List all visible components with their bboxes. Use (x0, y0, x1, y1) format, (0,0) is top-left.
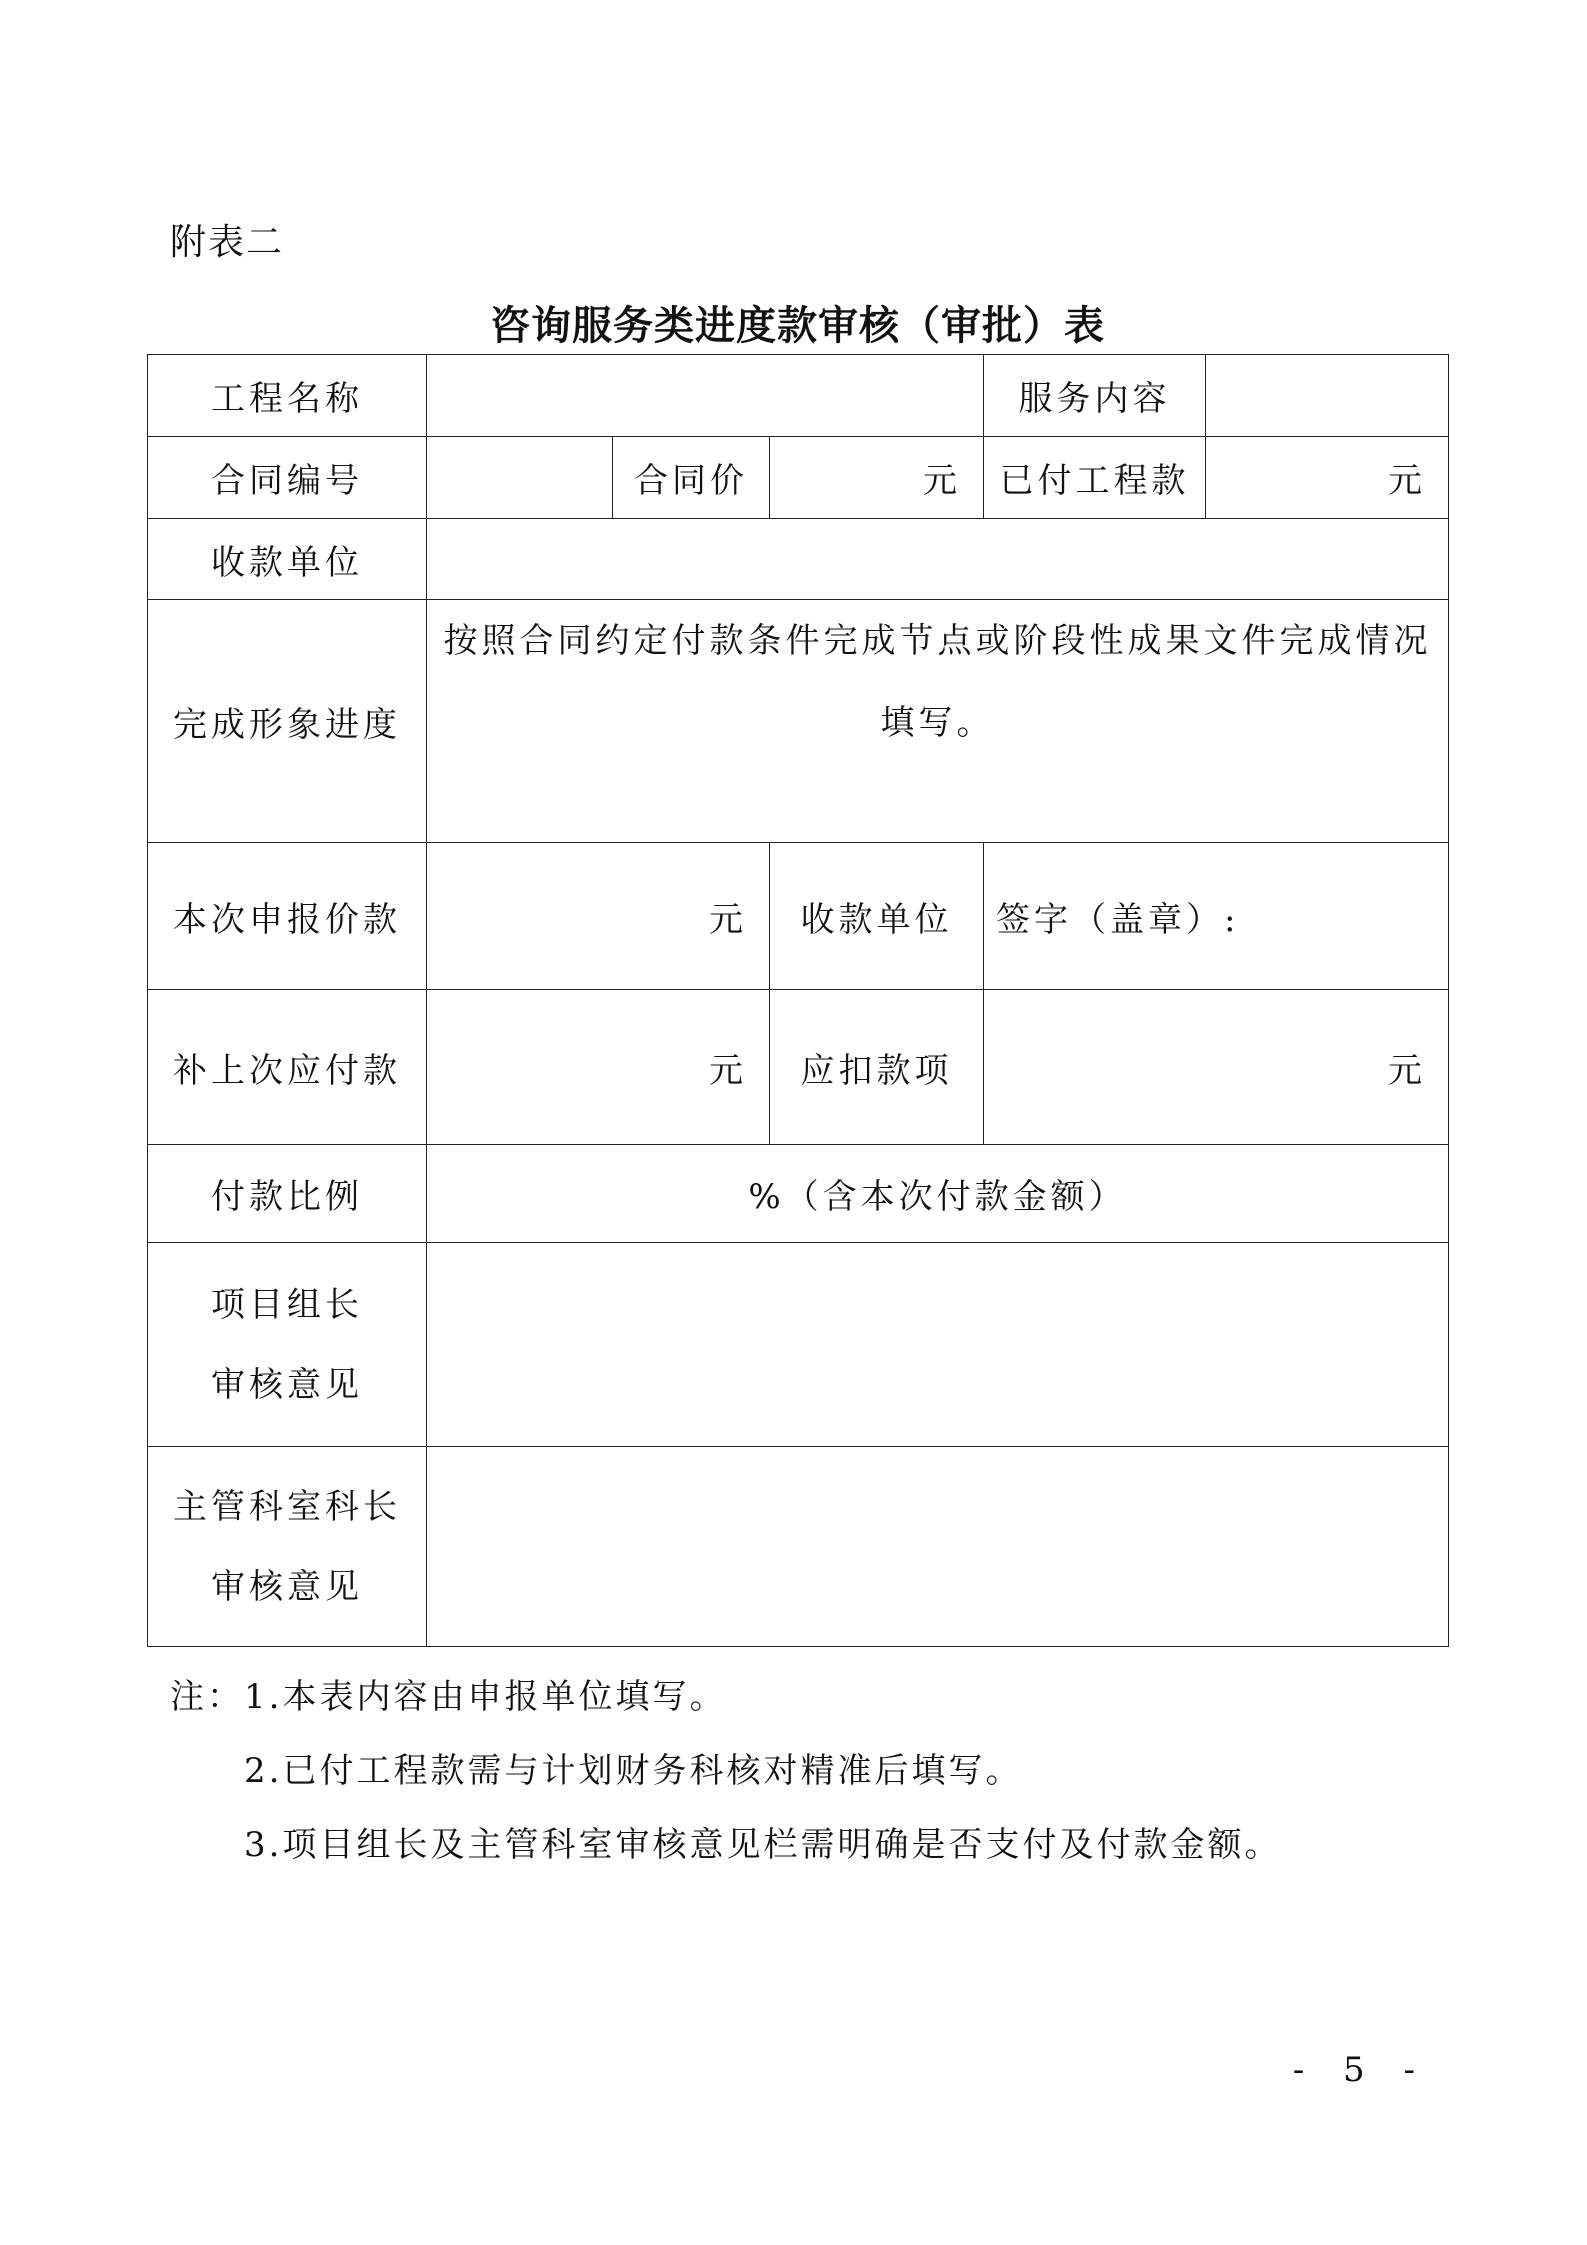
deduction-label: 应扣款项 (770, 990, 984, 1145)
row-project-name (148, 355, 1449, 437)
progress-instruction-line1: 按照合同约定付款条件完成节点或阶段性成果文件完成情况 (443, 621, 1432, 661)
prev-supplement-unit: 元 (709, 1050, 747, 1091)
deduction-unit: 元 (1388, 1050, 1427, 1091)
progress-instruction-line2: 填写。 (880, 703, 995, 743)
note-item-1-text: 1.本表内容由申报单位填写。 (244, 1677, 727, 1717)
row-payment-ratio (148, 1145, 1449, 1243)
progress-field[interactable] (427, 600, 1449, 843)
paid-amount-unit: 元 (1388, 461, 1427, 501)
deduction-field[interactable] (984, 990, 1449, 1145)
current-claim-field[interactable] (427, 843, 770, 990)
project-name-field[interactable] (427, 355, 984, 437)
row-payee (148, 519, 1449, 600)
payment-ratio-field[interactable] (427, 1145, 1449, 1243)
progress-label: 完成形象进度 (148, 600, 427, 843)
note-item-1 (170, 1660, 1281, 1734)
current-claim-label: 本次申报价款 (148, 843, 427, 990)
row-current-claim (148, 843, 1449, 990)
contract-price-label: 合同价 (613, 437, 770, 519)
progress-payment-review-form (147, 354, 1449, 1647)
project-name-label: 工程名称 (148, 355, 427, 437)
chief-opinion-label-line2: 审核意见 (211, 1566, 363, 1607)
payment-ratio-text: %（含本次付款金额） (748, 1177, 1127, 1217)
payee-field[interactable] (427, 519, 1449, 600)
document-title: 咨询服务类进度款审核（审批）表 (490, 303, 1105, 349)
prev-supplement-field[interactable] (427, 990, 770, 1145)
leader-opinion-label-line2: 审核意见 (211, 1364, 363, 1405)
row-prev-supplement (148, 990, 1449, 1145)
signature-field[interactable] (984, 843, 1449, 990)
current-claim-unit: 元 (709, 899, 747, 940)
row-chief-opinion (148, 1447, 1449, 1647)
notes-prefix: 注： (170, 1677, 244, 1717)
notes-section (170, 1660, 1281, 1882)
chief-opinion-field[interactable] (427, 1447, 1449, 1647)
note-item-3: 3.项目组长及主管科室审核意见栏需明确是否支付及付款金额。 (244, 1825, 1282, 1865)
leader-opinion-label (148, 1243, 427, 1447)
row-progress (148, 600, 1449, 843)
paid-amount-label: 已付工程款 (984, 437, 1206, 519)
paid-amount-field[interactable] (1206, 437, 1449, 519)
contract-no-field[interactable] (427, 437, 613, 519)
prev-supplement-label: 补上次应付款 (148, 990, 427, 1145)
leader-opinion-label-line1: 项目组长 (211, 1284, 363, 1325)
payee-label-2: 收款单位 (770, 843, 984, 990)
payee-label: 收款单位 (148, 519, 427, 600)
contract-price-unit: 元 (923, 461, 962, 501)
chief-opinion-label-line1: 主管科室科长 (173, 1486, 401, 1527)
page-number: - 5 - (1292, 2050, 1429, 2090)
payment-ratio-label: 付款比例 (148, 1145, 427, 1243)
service-content-label: 服务内容 (984, 355, 1206, 437)
contract-price-field[interactable] (770, 437, 984, 519)
row-leader-opinion (148, 1243, 1449, 1447)
leader-opinion-field[interactable] (427, 1243, 1449, 1447)
service-content-field[interactable] (1206, 355, 1449, 437)
chief-opinion-label (148, 1447, 427, 1647)
appendix-label: 附表二 (170, 222, 285, 263)
note-item-2: 2.已付工程款需与计划财务科核对精准后填写。 (244, 1751, 1023, 1791)
row-contract (148, 437, 1449, 519)
contract-no-label: 合同编号 (148, 437, 427, 519)
signature-label: 签字（盖章）: (996, 899, 1240, 940)
